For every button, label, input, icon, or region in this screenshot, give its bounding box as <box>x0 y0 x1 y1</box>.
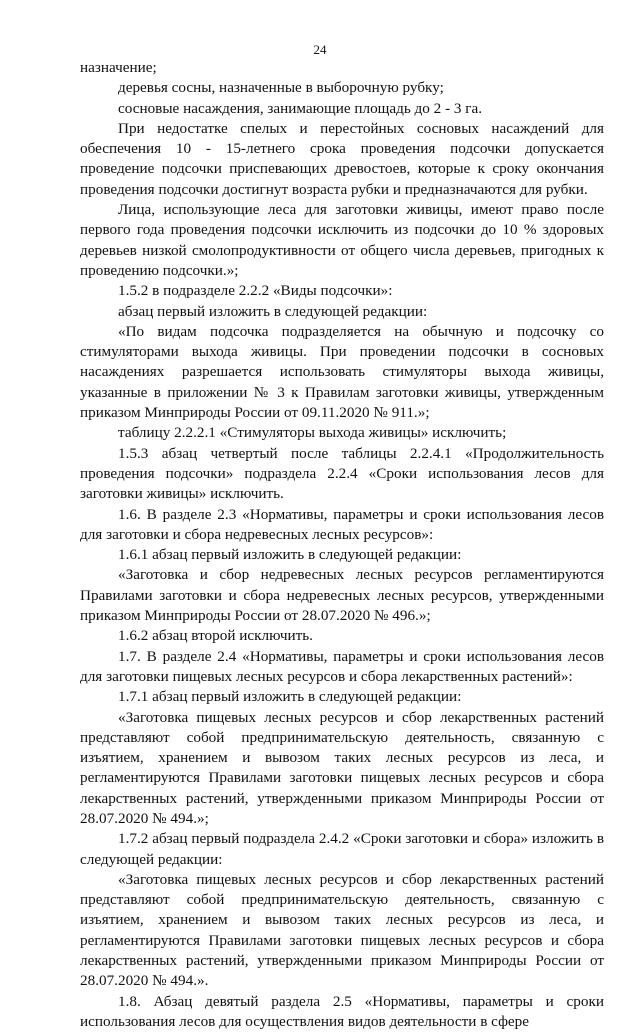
paragraph: таблицу 2.2.2.1 «Стимуляторы выхода живицы» исключить; <box>118 424 507 442</box>
paragraph: 1.7. В разделе 2.4 «Нормативы, параметры и сроки использования лесов для заготовки пищевых лесных ресурсов и сбора лекарственных растений»: <box>80 647 604 685</box>
paragraph: «Заготовка пищевых лесных ресурсов и сбор лекарственных растений представляют собой предпринимательскую деятельность, связанную с изъятием, хранением и вывозом таких лесных ресурсов из леса, и регламентируются Правилами заготовки пищевых лесных ресурсов и сбора лекарственных растений, утвержденными приказом Минприроды России от 28.07.2020 № 494.». <box>80 870 604 990</box>
paragraph: «По видам подсочка подразделяется на обычную и подсочку со стимуляторами выхода живицы. При проведении подсочки в сосновых насаждениях разрешается использовать стимуляторы выхода живицы, указанные в приложении № 3 к Правилам заготовки живицы, утвержденным приказом Минприроды России от 09.11.2020 № 911.»; <box>80 322 604 422</box>
paragraph: 1.7.1 абзац первый изложить в следующей редакции: <box>118 688 462 706</box>
paragraph: 1.6. В разделе 2.3 «Нормативы, параметры и сроки использования лесов для заготовки и сбора недревесных лесных ресурсов»: <box>80 505 604 543</box>
paragraph: 1.8. Абзац девятый раздела 2.5 «Нормативы, параметры и сроки использования лесов для осуществления видов деятельности в сфере <box>80 992 604 1030</box>
paragraph: «Заготовка и сбор недревесных лесных ресурсов регламентируются Правилами заготовки и сбора недревесных лесных ресурсов, утвержденными приказом Минприроды России от 28.07.2020 № 496.»; <box>80 566 604 625</box>
paragraph: 1.7.2 абзац первый подраздела 2.4.2 «Сроки заготовки и сбора» изложить в следующей редакции: <box>80 830 604 868</box>
paragraph: назначение; <box>80 59 157 76</box>
paragraph: Лица, использующие леса для заготовки живицы, имеют право после первого года проведения подсочки исключить из подсочки до 10 % здоровых деревьев низкой смолопродуктивности от общего числа деревьев, пригодных к проведению подсочки.»; <box>80 201 604 279</box>
paragraph: сосновые насаждения, занимающие площадь до 2 - 3 га. <box>118 99 483 117</box>
paragraph: 1.5.2 в подразделе 2.2.2 «Виды подсочки»: <box>118 282 393 300</box>
paragraph: 1.5.3 абзац четвертый после таблицы 2.2.4.1 «Продолжительность проведения подсочки» подраздела 2.2.4 «Сроки использования лесов для заготовки живицы» исключить. <box>80 444 604 503</box>
page-number: 24 <box>313 42 327 57</box>
paragraph: деревья сосны, назначенные в выборочную рубку; <box>118 79 444 97</box>
paragraph: «Заготовка пищевых лесных ресурсов и сбор лекарственных растений представляют собой предпринимательскую деятельность, связанную с изъятием, хранением и вывозом таких лесных ресурсов из леса, и регламентируются Правилами заготовки пищевых лесных ресурсов и сбора лекарственных растений, утвержденными приказом Минприроды России от 28.07.2020 № 494.»; <box>80 708 604 827</box>
paragraph: абзац первый изложить в следующей редакции: <box>118 302 428 320</box>
paragraph: При недостатке спелых и перестойных сосновых насаждений для обеспечения 10 - 15-летнего срока проведения подсочки допускается проведение подсочки приспевающих древостоев, которые к сроку окончания проведения подсочки достигнут возраста рубки и предназначаются для рубки. <box>80 119 604 198</box>
document-body <box>80 58 604 1032</box>
paragraph: 1.6.1 абзац первый изложить в следующей редакции: <box>118 546 462 564</box>
paragraph: 1.6.2 абзац второй исключить. <box>118 627 313 645</box>
